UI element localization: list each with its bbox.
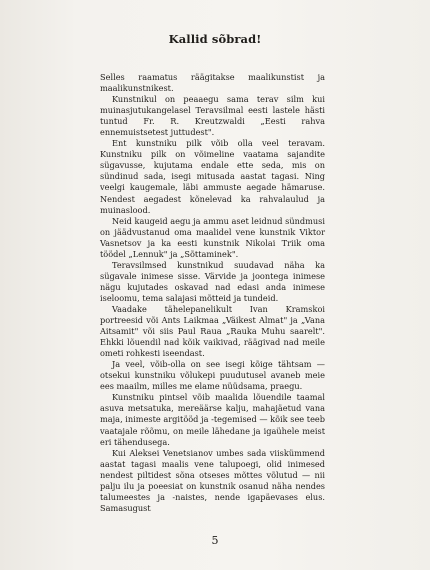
paragraph: Kui Aleksei Venetsianov umbes sada viiskümmend aastat tagasi maalis vene talupoegi, olid inimesed nendest piltidest sõna otseses mõttes võlutud — nii palju ilu ja poeesiat on kunstnik osanud näha nendes talumeestes ja -naistes, nende igapäevases elus. Samasugust: [100, 447, 325, 513]
page-number: 5: [211, 534, 219, 547]
page-title: Kallid sõbrad!: [168, 32, 262, 46]
paragraph: Vaadake tähelepanelikult Ivan Kramskoi portreesid või Ants Laikmaa „Väikest Almat" ja „Vana Aitsamit" või siis Paul Raua „Rauka Muhu saarelt". Ehkki lõuendil nad kõik vaikivad, räägivad nad meile ometi rohkesti iseendast.: [100, 303, 325, 359]
paragraph: Ent kunstniku pilk võib olla veel teravam. Kunstniku pilk on võimeline vaatama sajandite sügavusse, kujutama endale ette seda, mis on sündinud sada, isegi mitusada aastat tagasi. Ning veelgi kaugemale, läbi ammuste aegade hämaruse. Nendest aegadest kõnelevad ka rahvalaulud ja muinaslood.: [100, 138, 325, 215]
paragraph: Ja veel, võib-olla on see isegi kõige tähtsam — otsekui kunstniku võlukepi puudutusel avaneb meie ees maailm, milles me elame nüüdsama, praegu.: [100, 359, 325, 392]
paragraph: Kunstnikul on peaaegu sama terav silm kui muinasjutukangelasel Teravsilmal eesti lastele hästi tuntud Fr. R. Kreutzwaldi „Eesti rahva ennemuistsetest juttudest".: [100, 94, 325, 138]
paragraph: Teravsilmsed kunstnikud suudavad näha ka sügavale inimese sisse. Värvide ja joontega inimese nägu kujutades oskavad nad edasi anda inimese iseloomu, tema salajasi mõtteid ja tundeid.: [100, 259, 325, 303]
body-text: [100, 72, 325, 514]
paragraph: Neid kaugeid aegu ja ammu aset leidnud sündmusi on jäädvustanud oma maalidel vene kunstnik Viktor Vasnetsov ja ka eesti kunstnik Nikolai Triik oma töödel „Lennuk" ja „Sõttaminek".: [100, 215, 325, 259]
paragraph: Selles raamatus räägitakse maalikunstist ja maalikunstnikest.: [100, 72, 325, 94]
paragraph: Kunstniku pintsel võib maalida lõuendile taamal asuva metsatuka, mereäärse kalju, mahajäetud vana maja, inimeste argitööd ja -tegemised — kõik see teeb vaatajale rõõmu, on meile lähedane ja igaühele meist eri tähendusega.: [100, 392, 325, 447]
